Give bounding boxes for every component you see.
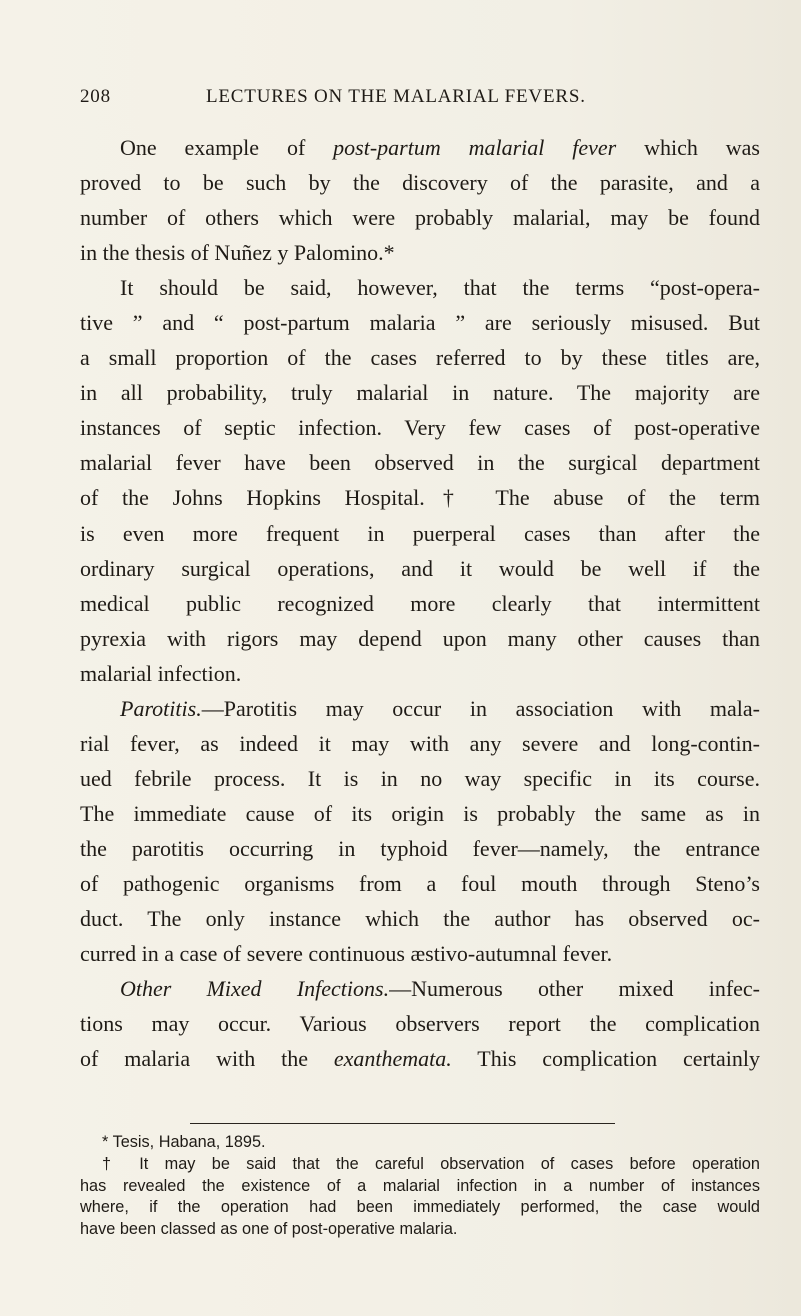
text-line: proved to be such by the discovery of the parasite, and a	[80, 170, 760, 196]
text-line: number of others which were probably malarial, may be found	[80, 205, 760, 231]
text-line: the parotitis occurring in typhoid fever—namely, the entrance	[80, 835, 760, 861]
text-line: Parotitis.—Parotitis may occur in association with mala-	[120, 695, 760, 721]
text-line: It should be said, however, that the terms “post-opera-	[120, 275, 760, 301]
footnote-line: * Tesis, Habana, 1895.	[102, 1133, 266, 1151]
text-line: pyrexia with rigors may depend upon many other causes than	[80, 625, 760, 651]
footnote-line: have been classed as one of post-operative malaria.	[80, 1220, 458, 1239]
text-line: rial fever, as indeed it may with any severe and long-contin-	[80, 730, 760, 756]
page-number: 208	[80, 86, 111, 107]
text-line: of malaria with the exanthemata. This complication certainly	[80, 1046, 761, 1072]
text-line: in the thesis of Nuñez y Palomino.*	[80, 240, 395, 266]
text-line: duct. The only instance which the author has observed oc-	[80, 906, 760, 932]
footnotes	[80, 1132, 760, 1241]
text-line: malarial infection.	[80, 660, 242, 686]
text-line: instances of septic infection. Very few cases of post-operative	[80, 415, 760, 441]
text-line: curred in a case of severe continuous æstivo-autumnal fever.	[80, 941, 613, 967]
text-line: tive ” and “ post-partum malaria ” are seriously misused. But	[80, 310, 760, 336]
text-line: a small proportion of the cases referred to by these titles are,	[80, 345, 760, 371]
footnote-line: where, if the operation had been immediately performed, the case would	[80, 1198, 760, 1217]
running-header	[80, 86, 760, 112]
text-line: Other Mixed Infections.—Numerous other mixed infec-	[120, 976, 760, 1002]
text-line: ordinary surgical operations, and it would be well if the	[80, 555, 760, 581]
running-title: LECTURES ON THE MALARIAL FEVERS.	[206, 86, 586, 107]
text-line: of the Johns Hopkins Hospital.† The abuse of the term	[80, 485, 760, 511]
footnote-line: has revealed the existence of a malarial infection in a number of instances	[80, 1176, 760, 1195]
text-line: is even more frequent in puerperal cases than after the	[80, 520, 760, 546]
text-line: malarial fever have been observed in the surgical department	[80, 450, 760, 476]
text-line: The immediate cause of its origin is probably the same as in	[80, 800, 760, 826]
body-text	[80, 130, 760, 1076]
text-line: One example of post-partum malarial fever which was	[120, 135, 760, 160]
text-line: ued febrile process. It is in no way specific in its course.	[80, 765, 760, 791]
text-line: in all probability, truly malarial in nature. The majority are	[80, 380, 760, 406]
text-line: medical public recognized more clearly that intermittent	[80, 590, 760, 616]
text-line: tions may occur. Various observers report the complication	[80, 1011, 760, 1037]
footnote-divider	[190, 1123, 615, 1124]
footnote-line: † It may be said that the careful observation of cases before operation	[102, 1154, 760, 1173]
text-line: of pathogenic organisms from a foul mouth through Steno’s	[80, 870, 760, 896]
